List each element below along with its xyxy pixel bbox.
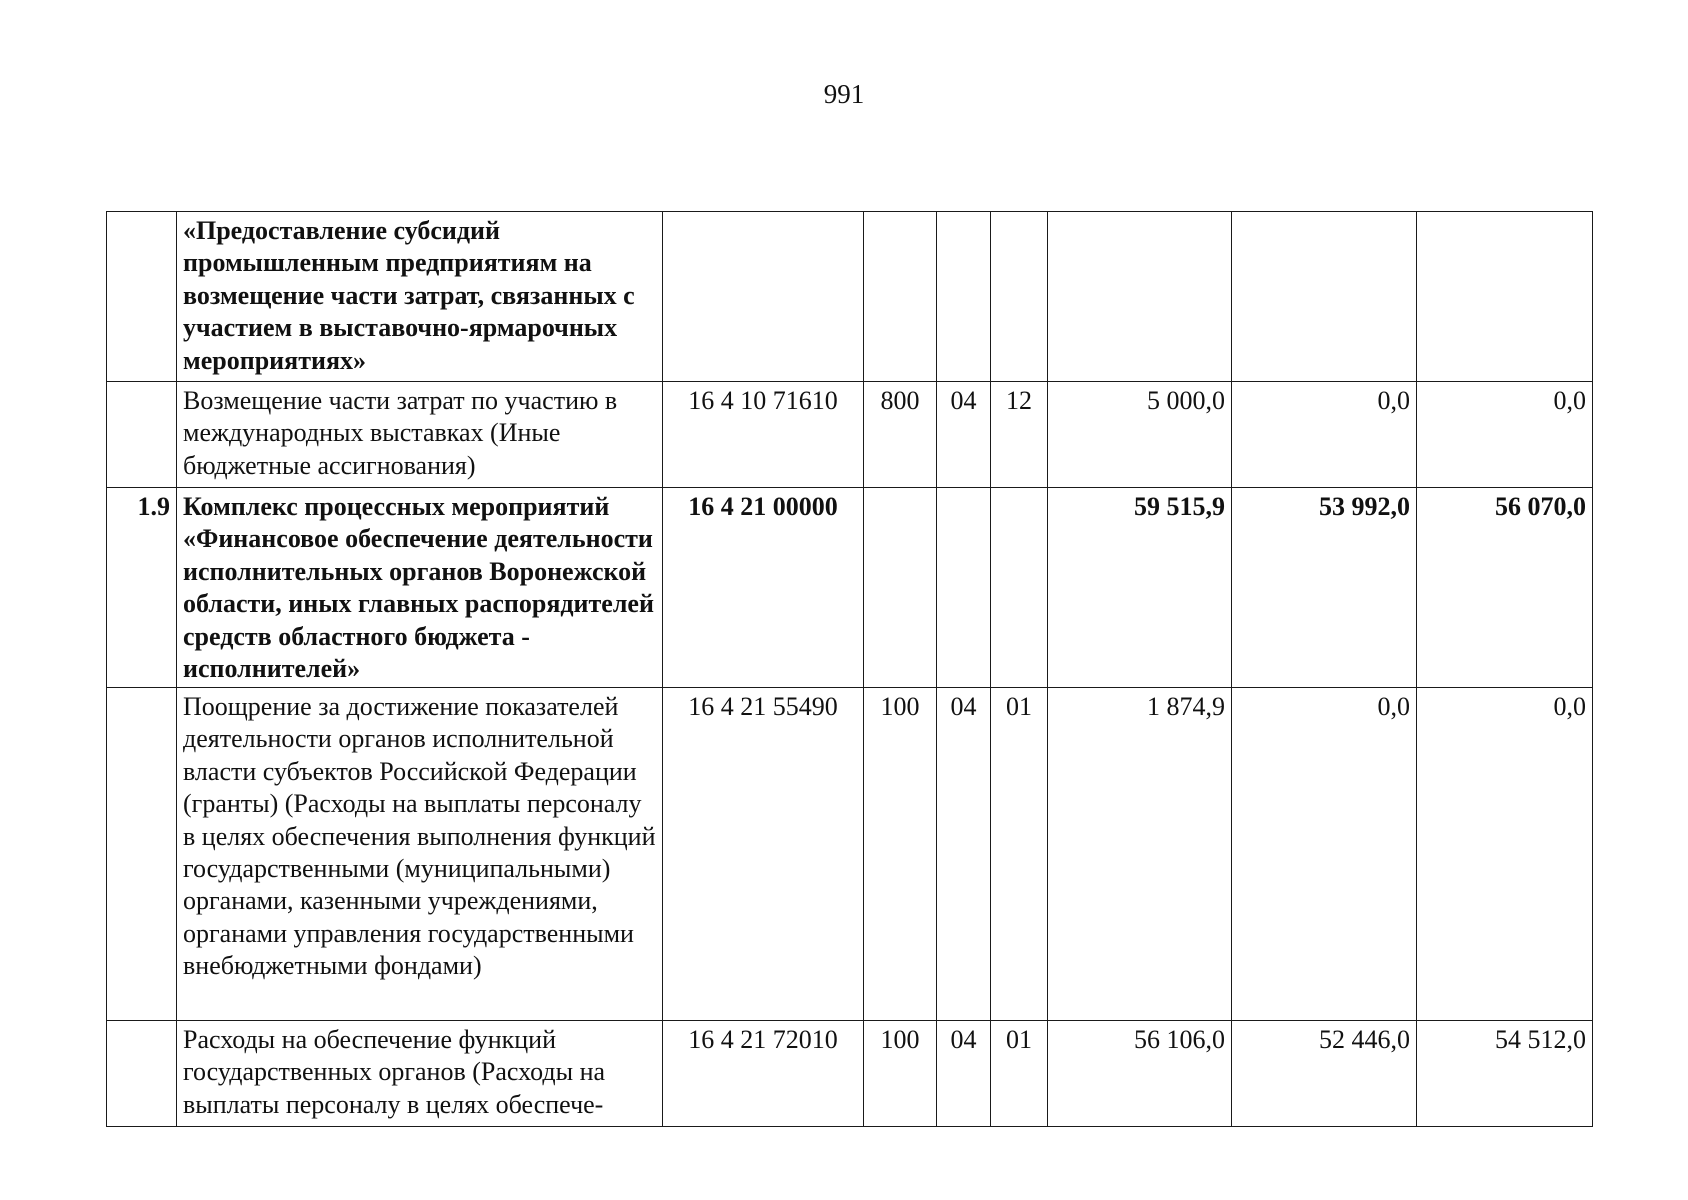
row-number-cell: 1.9 xyxy=(107,488,177,688)
amount-year3-cell: 0,0 xyxy=(1417,382,1593,488)
amount-year2-cell xyxy=(1232,212,1417,382)
page-number: 991 xyxy=(823,79,865,109)
subsection-cell: 12 xyxy=(991,382,1048,488)
amount-year3-cell: 54 512,0 xyxy=(1417,1021,1593,1127)
target-article-cell: 16 4 21 72010 xyxy=(663,1021,864,1127)
expense-type-cell: 800 xyxy=(864,382,937,488)
target-article-cell: 16 4 21 55490 xyxy=(663,688,864,1021)
row-number-cell xyxy=(107,688,177,1021)
amount-year1-cell xyxy=(1048,212,1232,382)
budget-table xyxy=(106,211,1593,1127)
subsection-cell: 01 xyxy=(991,688,1048,1021)
expense-type-cell xyxy=(864,212,937,382)
amount-year3-cell xyxy=(1417,212,1593,382)
amount-year1-cell: 59 515,9 xyxy=(1048,488,1232,688)
target-article-cell: 16 4 21 00000 xyxy=(663,488,864,688)
row-number-cell xyxy=(107,212,177,382)
expense-type-cell xyxy=(864,488,937,688)
section-cell: 04 xyxy=(937,382,991,488)
subsection-cell xyxy=(991,488,1048,688)
amount-year2-cell: 0,0 xyxy=(1232,382,1417,488)
subsection-cell: 01 xyxy=(991,1021,1048,1127)
section-cell xyxy=(937,488,991,688)
table-row xyxy=(107,688,1593,1021)
subsection-cell xyxy=(991,212,1048,382)
row-name-cell: «Предоставление субсидий промышленным предприятиям на возмещение части затрат, связанных с участием в выставочно-ярмарочных мероприятиях» xyxy=(177,212,663,382)
row-name-cell: Расходы на обеспечение функций государственных органов (Расходы на выплаты персоналу в целях обеспече- xyxy=(177,1021,663,1127)
row-number-cell xyxy=(107,382,177,488)
target-article-cell xyxy=(663,212,864,382)
section-cell: 04 xyxy=(937,1021,991,1127)
expense-type-cell: 100 xyxy=(864,1021,937,1127)
table-row xyxy=(107,488,1593,688)
amount-year2-cell: 52 446,0 xyxy=(1232,1021,1417,1127)
amount-year1-cell: 1 874,9 xyxy=(1048,688,1232,1021)
table-row xyxy=(107,1021,1593,1127)
amount-year2-cell: 0,0 xyxy=(1232,688,1417,1021)
amount-year3-cell: 0,0 xyxy=(1417,688,1593,1021)
table-row xyxy=(107,382,1593,488)
section-cell: 04 xyxy=(937,688,991,1021)
row-name-cell: Комплекс процессных мероприятий «Финансовое обеспечение деятельности исполнительных органов Воронежской области, иных главных распорядителей средств областного бюджета - исполнителей» xyxy=(177,488,663,688)
row-name-cell: Поощрение за достижение показателей деятельности органов исполнительной власти субъектов Российской Федерации (гранты) (Расходы на выплаты персоналу в целях обеспечения выполнения функций государственными (муниципальными) органами, казенными учреждениями, органами управления государственными внебюджетными фондами) xyxy=(177,688,663,1021)
row-number-cell xyxy=(107,1021,177,1127)
target-article-cell: 16 4 10 71610 xyxy=(663,382,864,488)
expense-type-cell: 100 xyxy=(864,688,937,1021)
amount-year3-cell: 56 070,0 xyxy=(1417,488,1593,688)
amount-year2-cell: 53 992,0 xyxy=(1232,488,1417,688)
amount-year1-cell: 5 000,0 xyxy=(1048,382,1232,488)
table-row xyxy=(107,212,1593,382)
section-cell xyxy=(937,212,991,382)
row-name-cell: Возмещение части затрат по участию в международных выставках (Иные бюджетные ассигнования) xyxy=(177,382,663,488)
amount-year1-cell: 56 106,0 xyxy=(1048,1021,1232,1127)
